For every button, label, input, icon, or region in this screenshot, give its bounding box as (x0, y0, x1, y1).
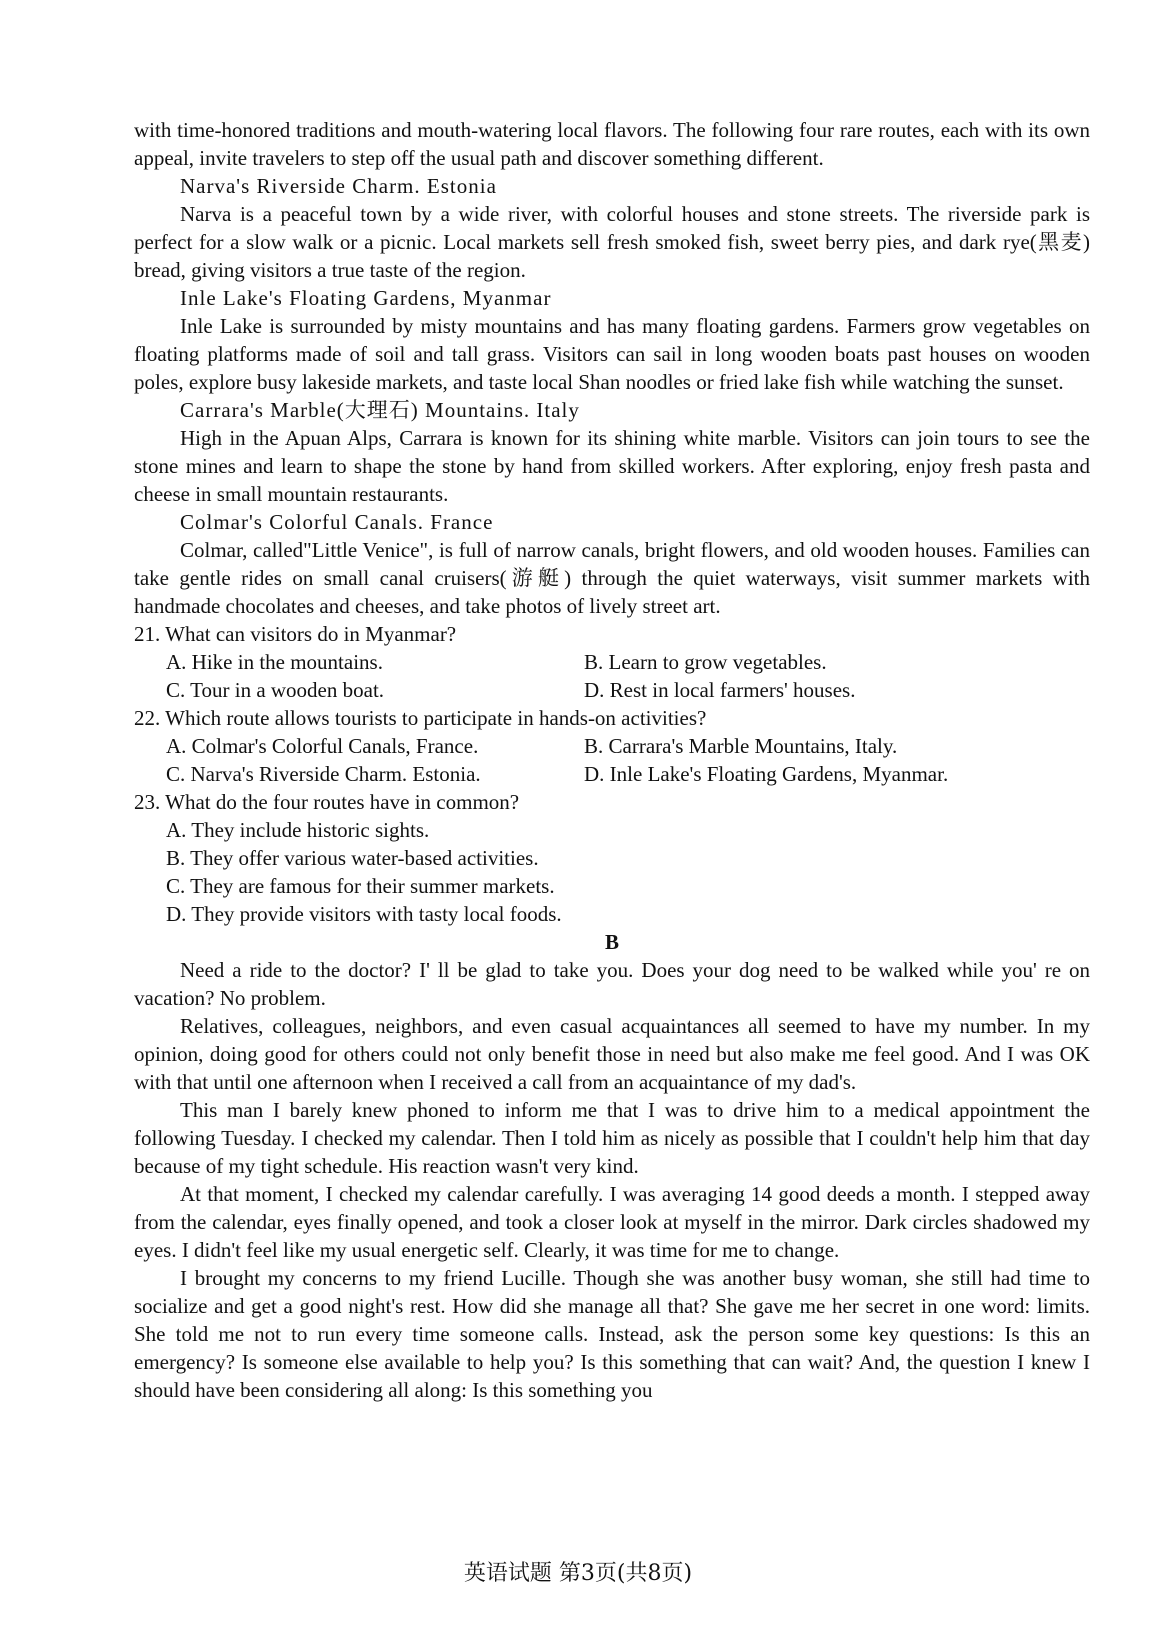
question-23-options (134, 816, 1090, 928)
question-21-option-a: A. Hike in the mountains. (166, 650, 383, 674)
route-title-narva: Narva's Riverside Charm. Estonia (180, 174, 497, 198)
question-21-option-b: B. Learn to grow vegetables. (584, 650, 827, 674)
question-21-options (134, 648, 1090, 704)
route-title-carrara: Carrara's Marble(大理石) Mountains. Italy (180, 398, 580, 422)
question-23-option-a: A. They include historic sights. (166, 818, 430, 842)
question-23-option-c: C. They are famous for their summer markets. (166, 874, 555, 898)
passage-b-paragraph-5: I brought my concerns to my friend Lucille. Though she was another busy woman, she still had time to socialize and get a good night's rest. How did she manage all that? She gave me her secret in one word: limits. She told me not to run every time someone calls. Instead, ask the person some key questions: Is this an emergency? Is someone else available to help you? Is this something that can wait? And, the question I knew I should have been considering all along: Is this something you (134, 1266, 1090, 1402)
route-title-inle-lake: Inle Lake's Floating Gardens, Myanmar (180, 286, 552, 310)
passage-a-intro: with time-honored traditions and mouth-watering local flavors. The following four rare routes, each with its own appeal, invite travelers to step off the usual path and discover something different. (134, 118, 1090, 170)
question-21-option-c: C. Tour in a wooden boat. (166, 678, 385, 702)
question-23-stem: 23. What do the four routes have in common? (134, 790, 520, 814)
route-text-carrara: High in the Apuan Alps, Carrara is known for its shining white marble. Visitors can join tours to see the stone mines and learn to shape the stone by hand from skilled workers. After exploring, enjoy fresh pasta and cheese in small mountain restaurants. (134, 426, 1090, 506)
passage-b-paragraph-1: Need a ride to the doctor? I' ll be glad to take you. Does your dog need to be walked while you' re on vacation? No problem. (134, 958, 1090, 1010)
passage-b-label: B (604, 930, 619, 954)
question-22-stem: 22. Which route allows tourists to participate in hands-on activities? (134, 706, 707, 730)
question-22-option-b: B. Carrara's Marble Mountains, Italy. (584, 734, 898, 758)
route-text-inle-lake: Inle Lake is surrounded by misty mountains and has many floating gardens. Farmers grow vegetables on floating platforms made of soil and tall grass. Visitors can sail in long wooden boats past houses on wooden poles, explore busy lakeside markets, and taste local Shan noodles or fried lake fish while watching the sunset. (134, 314, 1090, 394)
route-text-narva: Narva is a peaceful town by a wide river, with colorful houses and stone streets. The riverside park is perfect for a slow walk or a picnic. Local markets sell fresh smoked fish, sweet berry pies, and dark rye(黑麦) bread, giving visitors a true taste of the region. (134, 202, 1090, 282)
question-22-option-d: D. Inle Lake's Floating Gardens, Myanmar. (584, 762, 949, 786)
question-23-option-d: D. They provide visitors with tasty local foods. (166, 902, 562, 926)
passage-b-paragraph-4: At that moment, I checked my calendar carefully. I was averaging 14 good deeds a month. I stepped away from the calendar, eyes finally opened, and took a closer look at myself in the mirror. Dark circles shadowed my eyes. I didn't feel like my usual energetic self. Clearly, it was time for me to change. (134, 1182, 1090, 1262)
page-footer: 英语试题 第3页(共8页) (463, 1561, 693, 1586)
question-21-stem: 21. What can visitors do in Myanmar? (134, 622, 457, 646)
question-22-options (134, 732, 1090, 788)
passage-b-paragraph-2: Relatives, colleagues, neighbors, and even casual acquaintances all seemed to have my number. In my opinion, doing good for others could not only benefit those in need but also make me feel good. And I was OK with that until one afternoon when I received a call from an acquaintance of my dad's. (134, 1014, 1090, 1094)
question-22-option-c: C. Narva's Riverside Charm. Estonia. (166, 762, 481, 786)
passage-b-paragraph-3: This man I barely knew phoned to inform me that I was to drive him to a medical appointment the following Tuesday. I checked my calendar. Then I told him as nicely as possible that I couldn't help him that day because of my tight schedule. His reaction wasn't very kind. (134, 1098, 1090, 1178)
question-22-option-a: A. Colmar's Colorful Canals, France. (166, 734, 479, 758)
page-content (134, 116, 1090, 1404)
question-21-option-d: D. Rest in local farmers' houses. (584, 678, 856, 702)
route-title-colmar: Colmar's Colorful Canals. France (180, 510, 494, 534)
question-23-option-b: B. They offer various water-based activities. (166, 846, 539, 870)
route-text-colmar: Colmar, called"Little Venice", is full of narrow canals, bright flowers, and old wooden houses. Families can take gentle rides on small canal cruisers(游艇) through the quiet waterways, visit summer markets with handmade chocolates and cheeses, and take photos of lively street art. (134, 538, 1090, 618)
